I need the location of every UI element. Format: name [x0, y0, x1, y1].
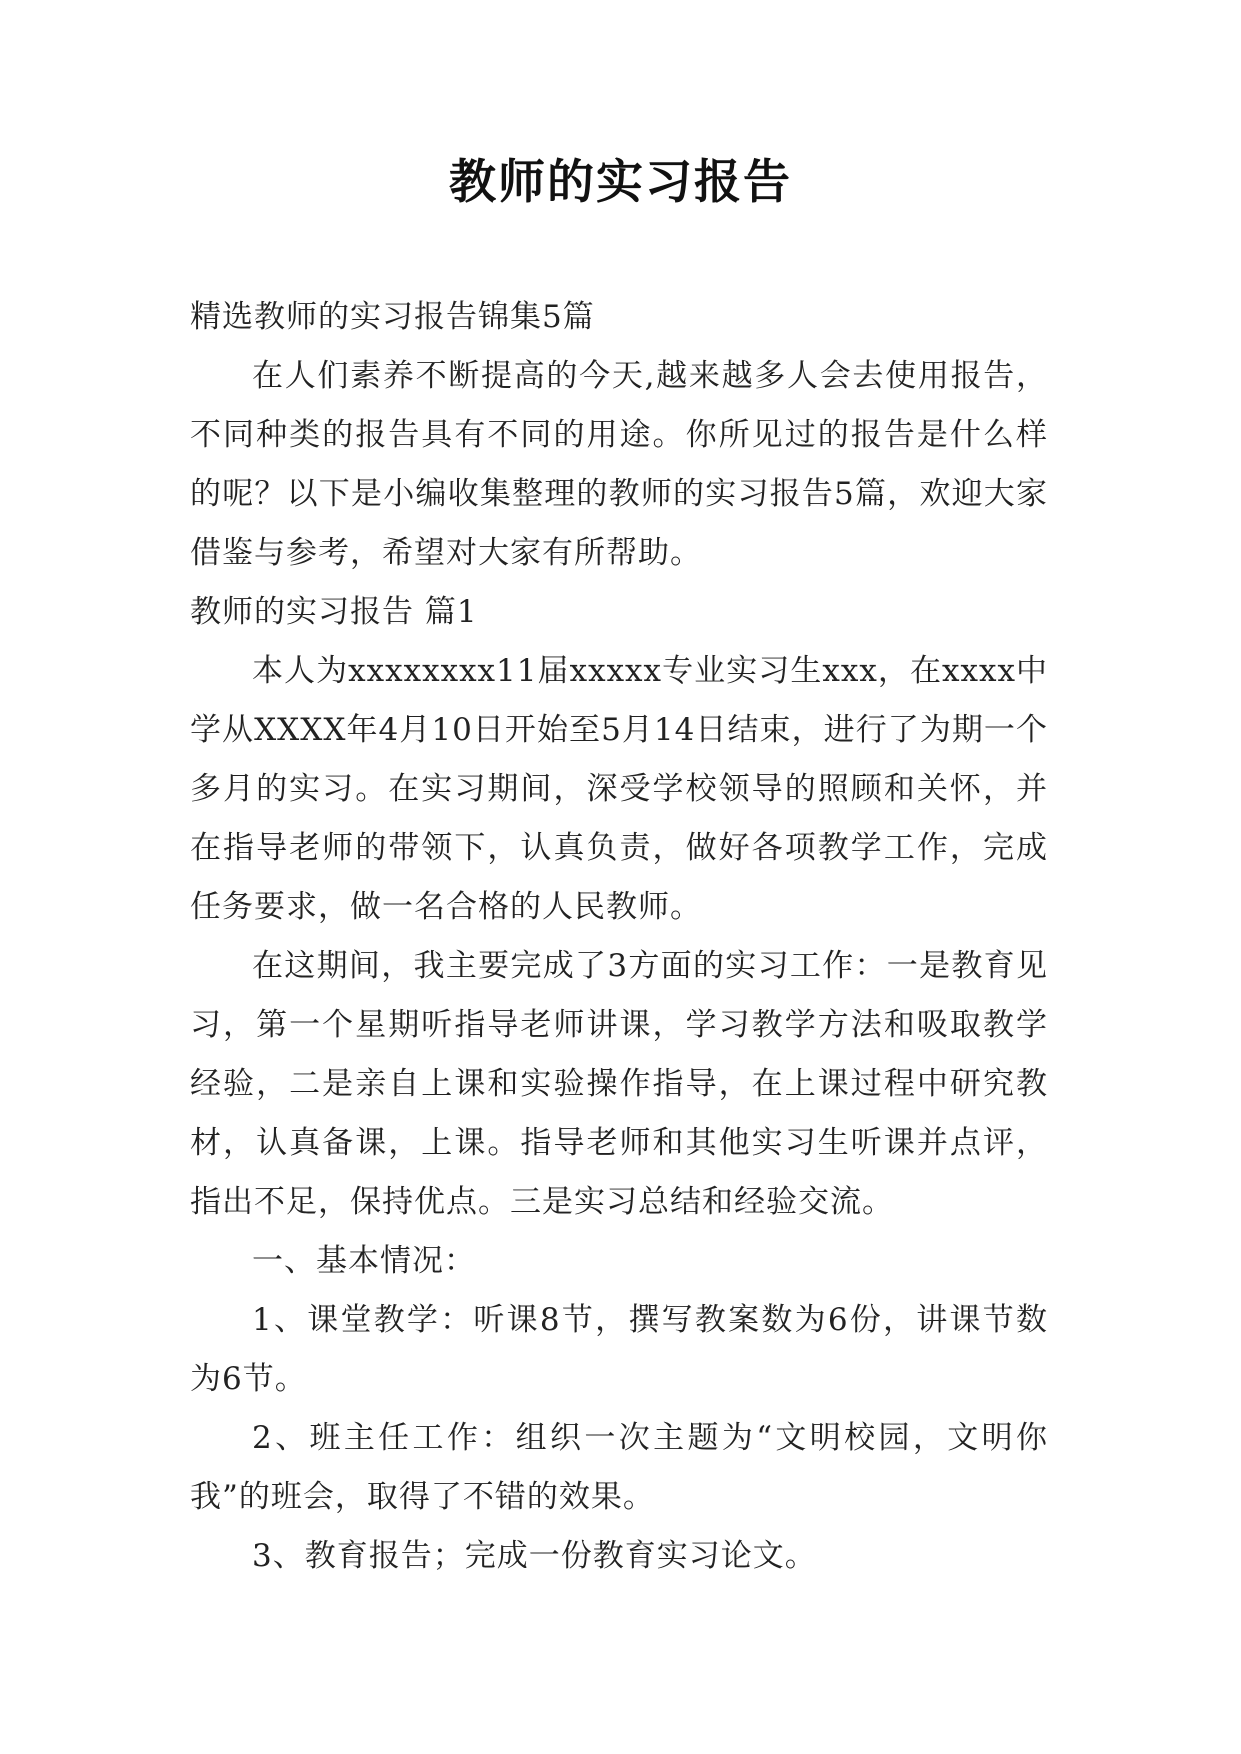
section-heading: 教师的实习报告 篇1 [190, 594, 478, 630]
list-item-education-report: 3、教育报告；完成一份教育实习论文。 [252, 1538, 817, 1574]
collection-subtitle: 精选教师的实习报告锦集5篇 [190, 299, 595, 335]
basic-situation-heading: 一、基本情况： [252, 1243, 476, 1279]
list-item-class-teacher-work: 2、班主任工作：组织一次主题为“文明校园，文明你我”的班会，取得了不错的效果。 [190, 1420, 1048, 1515]
body-paragraph: 本人为xxxxxxxx11届xxxxx专业实习生xxx，在xxxx中学从XXXX年4月10日开始至5月14日结束，进行了为期一个多月的实习。在实习期间，深受学校领导的照顾和关怀，并在指导老师的带领下，认真负责，做好各项教学工作，完成任务要求，做一名合格的人民教师。 [190, 653, 1048, 925]
list-item-classroom-teaching: 1、课堂教学：听课8节，撰写教案数为6份，讲课节数为6节。 [190, 1302, 1048, 1397]
document-body [190, 288, 1048, 1586]
document-title: 教师的实习报告 [449, 155, 792, 210]
body-paragraph: 在这期间，我主要完成了3方面的实习工作：一是教育见习，第一个星期听指导老师讲课，学习教学方法和吸取教学经验，二是亲自上课和实验操作指导，在上课过程中研究教材，认真备课，上课。指导老师和其他实习生听课并点评，指出不足，保持优点。三是实习总结和经验交流。 [190, 948, 1048, 1220]
intro-paragraph: 在人们素养不断提高的今天,越来越多人会去使用报告，不同种类的报告具有不同的用途。你所见过的报告是什么样的呢？以下是小编收集整理的教师的实习报告5篇，欢迎大家借鉴与参考，希望对大家有所帮助。 [190, 358, 1048, 571]
